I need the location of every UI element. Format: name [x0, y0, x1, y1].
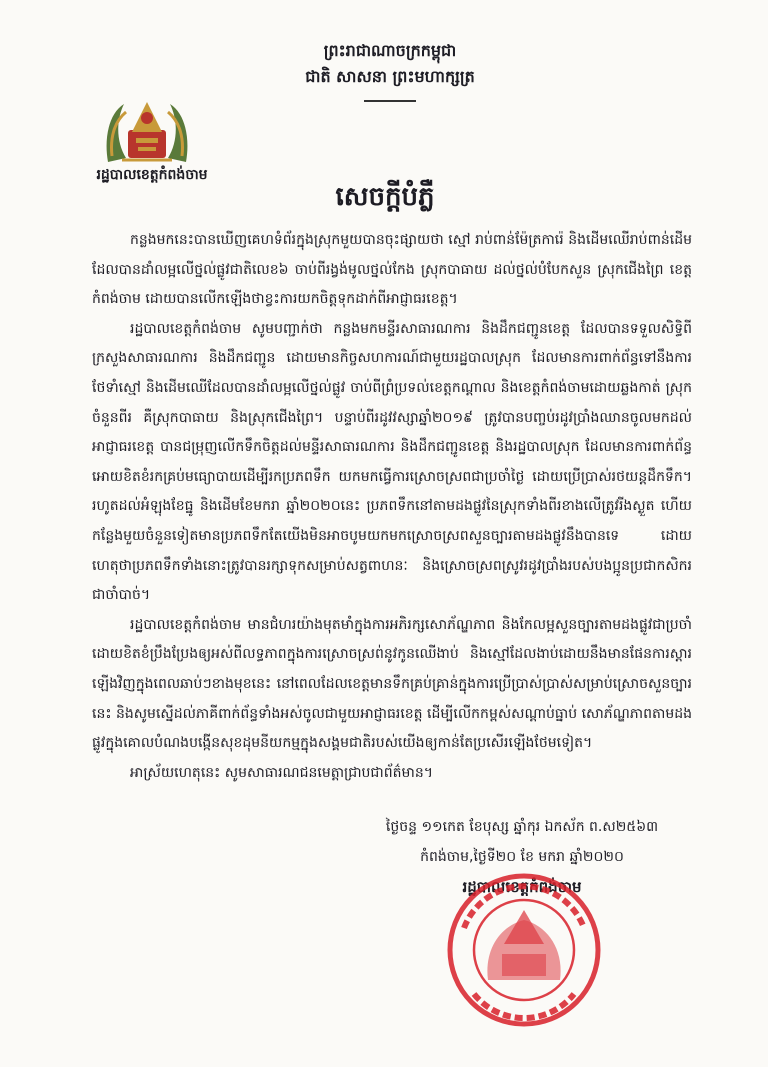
signatory-title: រដ្ឋបាលខេត្តកំពង់ចាម	[462, 878, 582, 896]
official-seal-icon	[444, 870, 604, 1030]
document-title: សេចក្តីបំភ្លឺ	[335, 182, 435, 212]
provincial-emblem-icon	[102, 92, 192, 166]
kingdom-line: ព្រះរាជាណាចក្រកម្ពុជា	[323, 41, 457, 60]
paragraph-4: អាស្រ័យហេតុនេះ សូមសាធារណជនមេត្តាជ្រាបជាព័ត៌មាន។	[130, 764, 433, 781]
issuing-authority: រដ្ឋបាលខេត្តកំពង់ចាម	[96, 167, 208, 183]
issue-date: កំពង់ចាម,ថ្ងៃទី២០ ខែ មករា ឆ្នាំ២០២០	[420, 849, 624, 865]
document-body	[92, 226, 692, 788]
national-header	[270, 38, 510, 102]
lunar-date: ថ្ងៃចន្ទ ១១កេត ខែបុស្ស ឆ្នាំកុរ ឯកស័ក ព.ស២៥៦៣	[385, 819, 659, 835]
paragraph-3: រដ្ឋបាលខេត្តកំពង់ចាម មានជំហរយ៉ាងមុតមាំក្នុងការអភិរក្សសោភ័ណ្ឌភាព និងកែលម្អសួនច្បារតាមដងផ្លូវជាប្រចាំ ដោយខិតខំប្រឹងប្រែងឲ្យអស់ពីលទ្ធភាពក្នុងការស្រោចស្រព់នូវកូនឈើងាប់ និងស្មៅដែលងាប់ដោយនឹងមានផែនការស្តារឡើងវិញក្នុងពេលឆាប់ៗខាងមុខនេះ នៅពេលដែលខេត្តមានទឹកគ្រប់គ្រាន់ក្នុងការប្រើប្រាស់ប្រាស់សម្រាប់ស្រោចសួនច្បារនេះ និងសូមស្នើដល់ភាគីពាក់ព័ន្ធទាំងអស់ចូលជាមួយអាជ្ញាធរខេត្ត ដើម្បីលើកកម្ពស់សណ្តាប់ធ្នាប់ សោភ័ណ្ឌភាពតាមដងផ្លូវក្នុងគោលបំណងបង្កើនសុខដុមនីយកម្មក្នុងសង្គមជាតិរបស់យើងឲ្យកាន់តែប្រសើរឡើងថែមទៀត។	[92, 616, 692, 752]
header-divider	[364, 100, 416, 102]
motto-line: ជាតិ សាសនា ព្រះមហាក្សត្រ	[305, 67, 475, 86]
paragraph-2: រដ្ឋបាលខេត្តកំពង់ចាម សូមបញ្ជាក់ថា កន្លងមកមន្ទីរសាធារណការ និងដឹកជញ្ជូនខេត្ត ដែលបានទទួលសិទ្ធិពីក្រសួងសាធារណការ និងដឹកជញ្ជូន ដោយមានកិច្ចសហការណ៍ជាមួយរដ្ឋបាលស្រុក ដែលមានការពាក់ព័ន្ធទៅនឹងការថែទាំស្មៅ និងដើមឈើដែលបានដាំលម្អលើថ្នល់ផ្លូវ ចាប់ពីព្រំប្រទល់ខេត្តកណ្តាល និងខេត្តកំពង់ចាមដោយឆ្លងកាត់ ស្រុកចំនួនពីរ គឺស្រុកបាធាយ និងស្រុកជើងព្រៃ។ បន្ទាប់ពីរដូវវស្សាឆ្នាំ២០១៩ ត្រូវបានបញ្ចប់រដូវប្រាំងឈានចូលមកដល់អាជ្ញាធរខេត្ត បានជម្រុញលើកទឹកចិត្តដល់មន្ទីរសាធារណការ និងដឹកជញ្ជូនខេត្ត និងរដ្ឋបាលស្រុក ដែលមានការពាក់ព័ន្ធអោយខិតខំរកគ្រប់មធ្យោបាយដើម្បីរកប្រភពទឹក យកមកធ្វើការស្រោចស្រពជាប្រចាំថ្ងៃ ដោយប្រើប្រាស់រថយន្តដឹកទឹក។ រហូតដល់អំឡុងខែធ្នូ និងដើមខែមករា ឆ្នាំ២០២០នេះ ប្រភពទឹកនៅតាមដងផ្លូវនៃស្រុកទាំងពីរខាងលើត្រូវរីងស្ងួត ហើយកន្លែងមួយចំនួនទៀតមានប្រភពទឹកតែយើងមិនអាចបូមយកមកស្រោចស្រពសួនច្បារតាមដងផ្លូវនឹងបានទេ ដោយហេតុថាប្រភពទឹកទាំងនោះត្រូវបានរក្សាទុកសម្រាប់សត្វពាហនៈ និងស្រោចស្រពស្រូវរដូវប្រាំងរបស់បងប្អូនប្រជាកសិករជាចាំបាច់។	[92, 320, 692, 604]
paragraph-1: កន្លងមកនេះបានឃើញគេហទំព័រក្នុងស្រុកមួយបានចុះផ្សាយថា ស្មៅ រាប់ពាន់ម៉ែត្រការ៉េ និងដើមឈើរាប់ពាន់ដើមដែលបានដាំលម្អលើថ្នល់ផ្លូវជាតិលេខ៦ ចាប់ពីរង្វង់មូលថ្នល់កែង ស្រុកបាធាយ ដល់ថ្នល់បំបែកសួន ស្រុកជើងព្រៃ ខេត្តកំពង់ចាម ដោយបានលើកឡើងថាខ្វះការយកចិត្តទុកដាក់ពីអាជ្ញាធរខេត្ត។	[92, 232, 692, 308]
